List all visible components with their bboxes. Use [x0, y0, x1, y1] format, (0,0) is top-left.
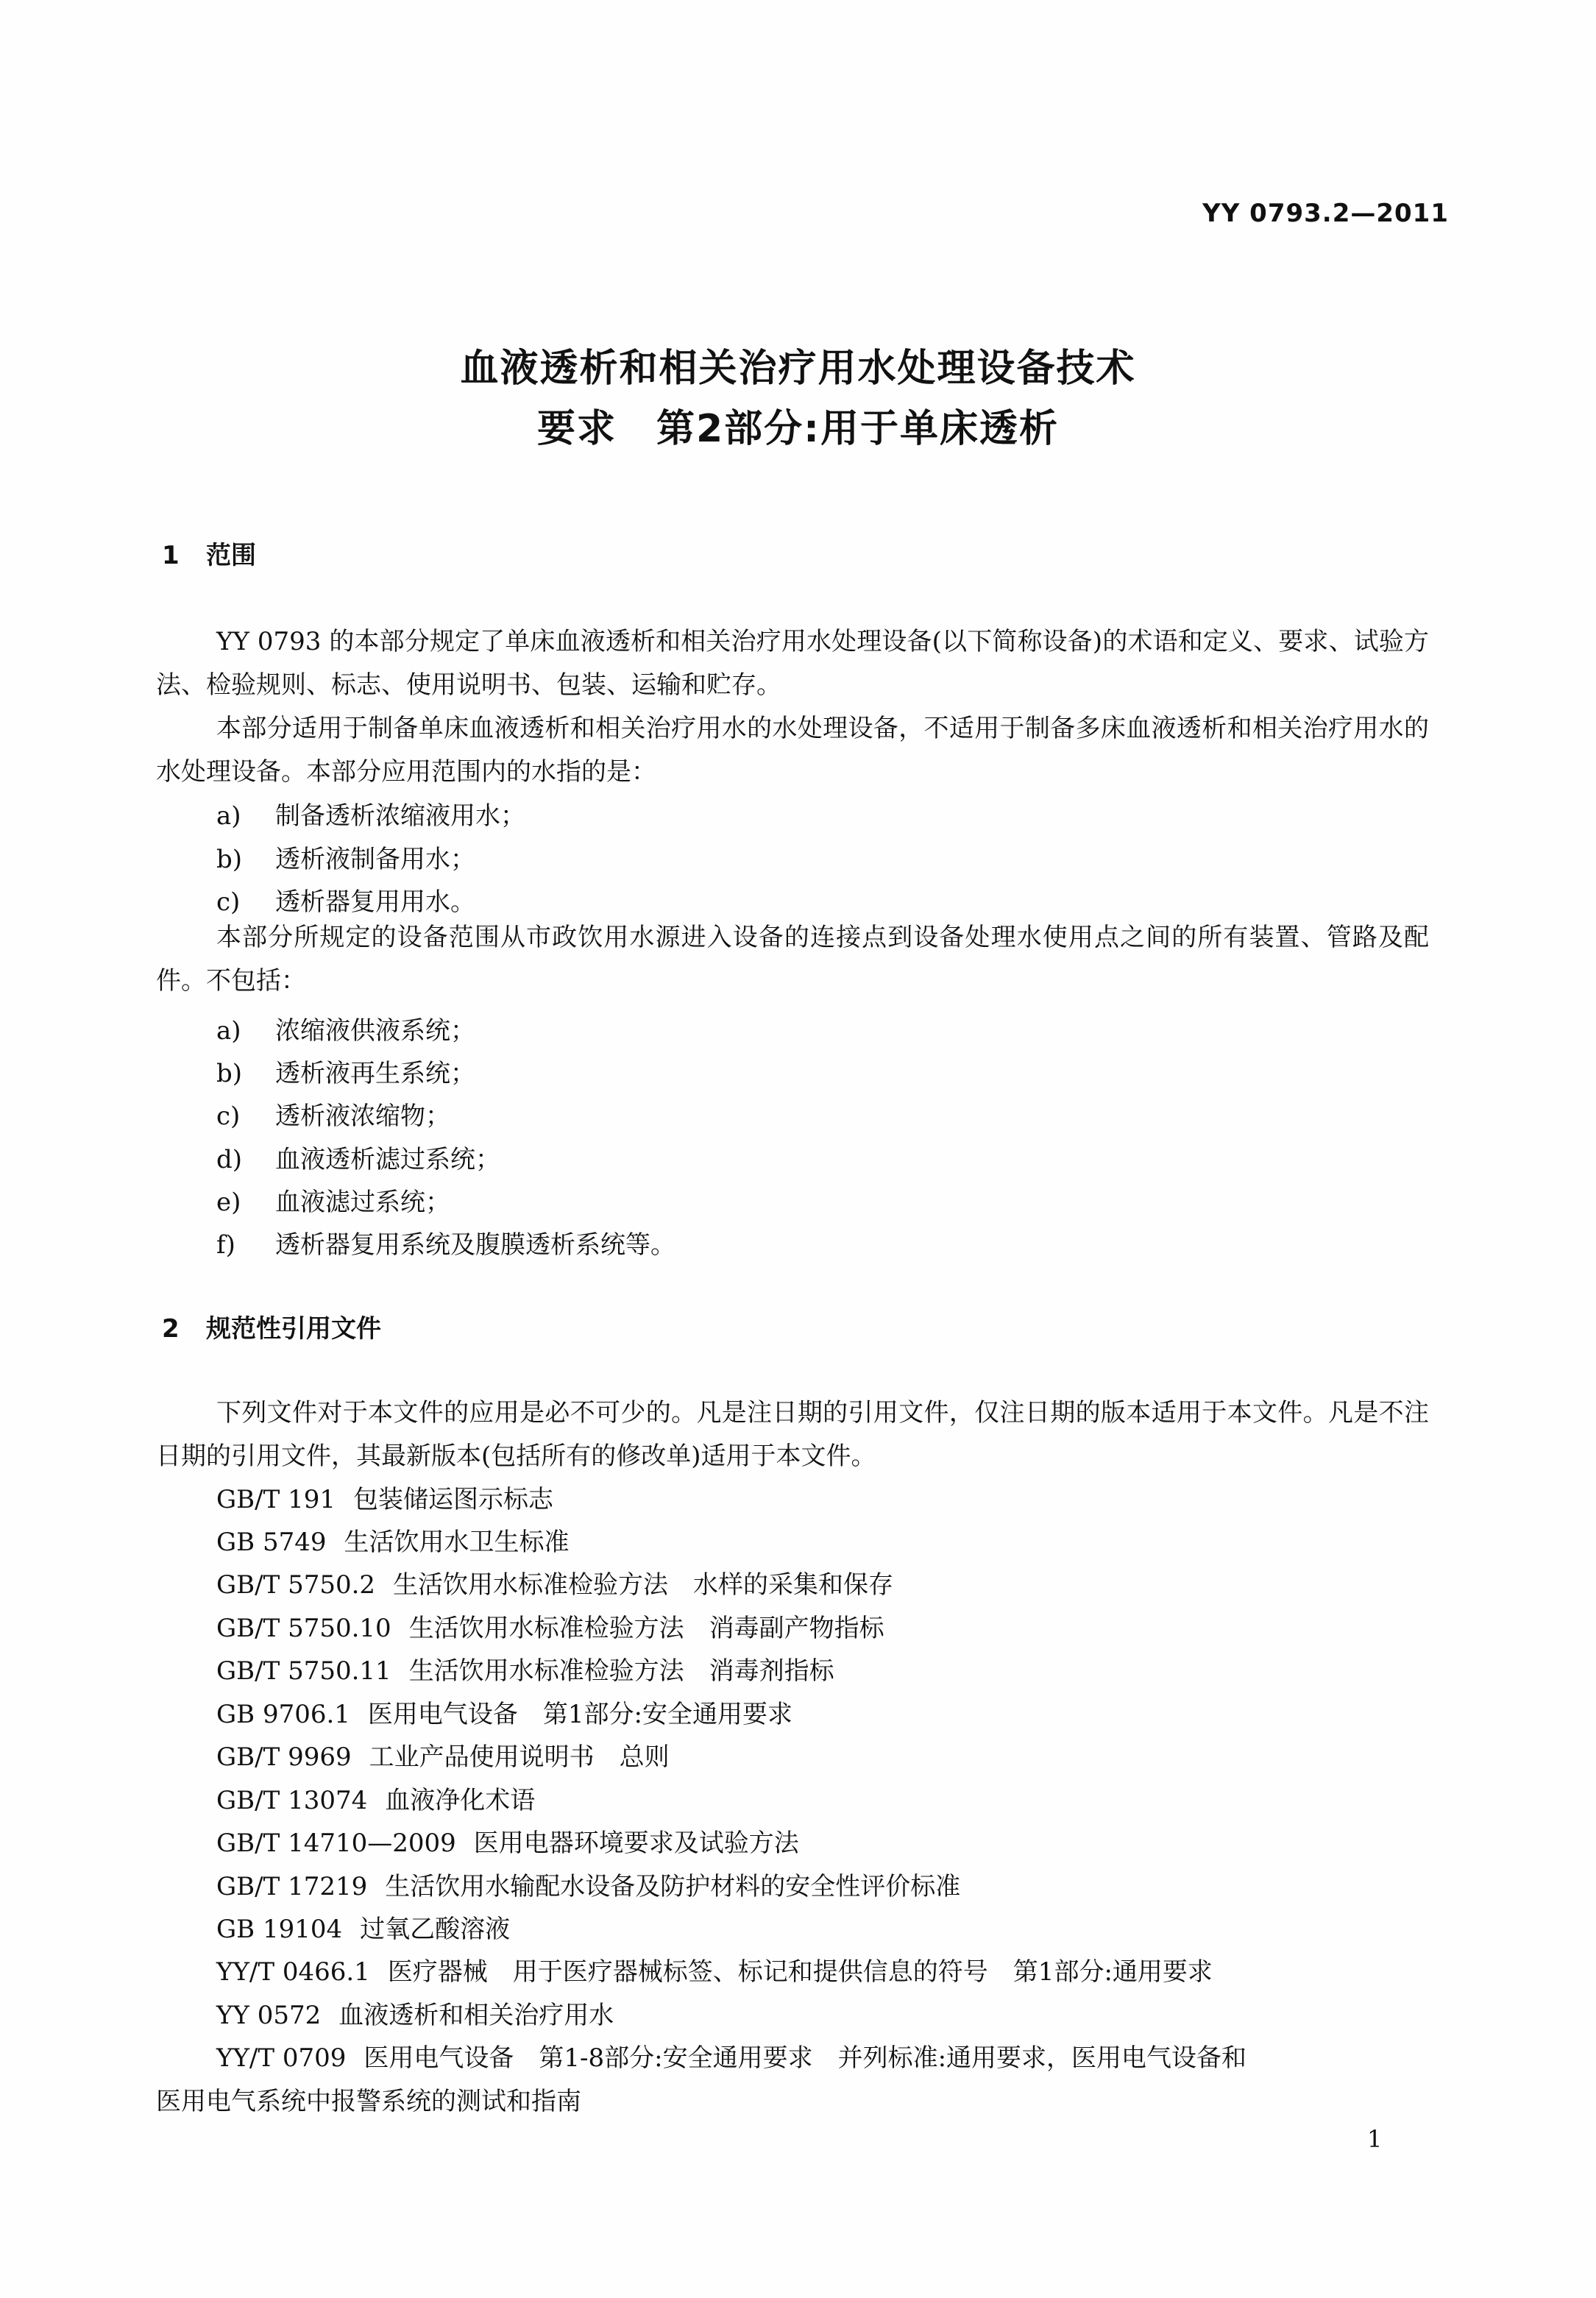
list-item	[216, 1053, 475, 1089]
reference-item	[216, 1866, 960, 1902]
reference-code: GB/T 9969	[216, 1742, 352, 1772]
reference-code: GB/T 5750.2	[216, 1570, 376, 1600]
section-1-paragraph-2: 本部分适用于制备单床血液透析和相关治疗用水的水处理设备，不适用于制备多床血液透析和相关治疗用水的水处理设备。本部分应用范围内的水指的是：	[156, 714, 1429, 787]
list-text: 浓缩液供液系统；	[275, 1016, 475, 1046]
list-text: 透析液浓缩物；	[275, 1102, 450, 1131]
list-label: e)	[216, 1188, 241, 1217]
reference-title: 生活饮用水标准检验方法 消毒副产物指标	[408, 1614, 884, 1643]
list-text: 制备透析浓缩液用水；	[275, 801, 525, 831]
document-title-line-2: 要求 第2部分:用于单床透析	[537, 407, 1059, 451]
reference-code: GB/T 14710—2009	[216, 1829, 456, 1858]
list-text: 透析器复用系统及腹膜透析系统等。	[275, 1230, 675, 1260]
reference-item	[216, 1564, 893, 1600]
reference-title: 血液净化术语	[385, 1786, 536, 1815]
section-1-paragraph-3: 本部分所规定的设备范围从市政饮用水源进入设备的连接点到设备处理水使用点之间的所有装置、管路及配件。不包括：	[156, 923, 1429, 996]
list-item	[216, 1096, 450, 1132]
list-item	[216, 882, 475, 918]
list-text: 血液透析滤过系统；	[275, 1145, 500, 1174]
section-1-heading	[162, 535, 256, 571]
list-text: 血液滤过系统；	[275, 1188, 450, 1217]
reference-title: 医用电气设备 第1部分:安全通用要求	[367, 1700, 793, 1729]
reference-code: GB/T 191	[216, 1485, 336, 1514]
list-text: 透析液制备用水；	[275, 845, 475, 874]
section-title: 规范性引用文件	[206, 1314, 381, 1344]
reference-title: 生活饮用水输配水设备及防护材料的安全性评价标准	[385, 1872, 961, 1901]
section-2-paragraph-1: 下列文件对于本文件的应用是必不可少的。凡是注日期的引用文件，仅注日期的版本适用于本文件。凡是不注日期的引用文件，其最新版本(包括所有的修改单)适用于本文件。	[156, 1398, 1429, 1471]
reference-item	[216, 1951, 1213, 1987]
list-item	[216, 1010, 475, 1046]
list-label: b)	[216, 1059, 243, 1088]
list-label: f)	[216, 1230, 235, 1260]
reference-item	[216, 1694, 792, 1730]
reference-title: 血液透析和相关治疗用水	[338, 2001, 614, 2030]
section-title: 范围	[206, 541, 256, 570]
list-label: b)	[216, 845, 243, 874]
section-1-paragraph-1: YY 0793 的本部分规定了单床血液透析和相关治疗用水处理设备(以下简称设备)的术语和定义、要求、试验方法、检验规则、标志、使用说明书、包装、运输和贮存。	[156, 627, 1429, 700]
reference-code: YY/T 0709	[216, 2043, 347, 2073]
reference-title: 医用电气设备 第1-8部分:安全通用要求 并列标准:通用要求，医用电气设备和	[363, 2043, 1247, 2073]
reference-item	[216, 1909, 510, 1945]
list-item	[216, 1224, 675, 1260]
reference-title: 医用电器环境要求及试验方法	[473, 1829, 799, 1858]
reference-item	[216, 2038, 1246, 2074]
reference-title: 医疗器械 用于医疗器械标签、标记和提供信息的符号 第1部分:通用要求	[387, 1957, 1213, 1987]
reference-continuation: 医用电气系统中报警系统的测试和指南	[156, 2087, 581, 2116]
list-label: a)	[216, 801, 241, 831]
reference-item	[216, 1608, 884, 1644]
reference-code: GB/T 13074	[216, 1786, 368, 1815]
section-2-heading	[162, 1308, 381, 1344]
list-text: 透析液再生系统；	[275, 1059, 475, 1088]
reference-item	[216, 1479, 553, 1515]
list-item	[216, 1182, 450, 1218]
reference-item	[216, 1780, 535, 1816]
list-item	[216, 795, 525, 831]
reference-code: YY/T 0466.1	[216, 1957, 370, 1987]
reference-item	[216, 1995, 614, 2031]
reference-title: 工业产品使用说明书 总则	[369, 1742, 670, 1772]
reference-title: 生活饮用水卫生标准	[344, 1528, 570, 1557]
reference-code: GB/T 5750.11	[216, 1656, 391, 1686]
list-label: d)	[216, 1145, 243, 1174]
list-text: 透析器复用用水。	[275, 887, 475, 917]
section-number: 2	[162, 1314, 180, 1344]
list-item	[216, 1139, 500, 1175]
reference-code: GB/T 17219	[216, 1872, 368, 1901]
reference-item	[216, 1522, 569, 1558]
page-number: 1	[1367, 2125, 1383, 2153]
reference-code: GB 19104	[216, 1915, 343, 1944]
list-item	[216, 839, 475, 875]
reference-item	[216, 1823, 799, 1859]
reference-title: 包装储运图示标志	[352, 1485, 553, 1514]
reference-item	[216, 1650, 834, 1687]
reference-title: 生活饮用水标准检验方法 消毒剂指标	[408, 1656, 834, 1686]
list-label: c)	[216, 887, 241, 917]
reference-code: YY 0572	[216, 2001, 322, 2030]
list-label: a)	[216, 1016, 241, 1046]
standard-number: YY 0793.2—2011	[1202, 199, 1449, 228]
reference-title: 生活饮用水标准检验方法 水样的采集和保存	[393, 1570, 894, 1600]
reference-item	[216, 1737, 670, 1773]
list-label: c)	[216, 1102, 241, 1131]
reference-title: 过氧乙酸溶液	[360, 1915, 511, 1944]
document-title-line-1: 血液透析和相关治疗用水处理设备技术	[460, 347, 1136, 391]
reference-code: GB 5749	[216, 1528, 327, 1557]
section-number: 1	[162, 541, 180, 570]
reference-code: GB/T 5750.10	[216, 1614, 391, 1643]
reference-code: GB 9706.1	[216, 1700, 350, 1729]
